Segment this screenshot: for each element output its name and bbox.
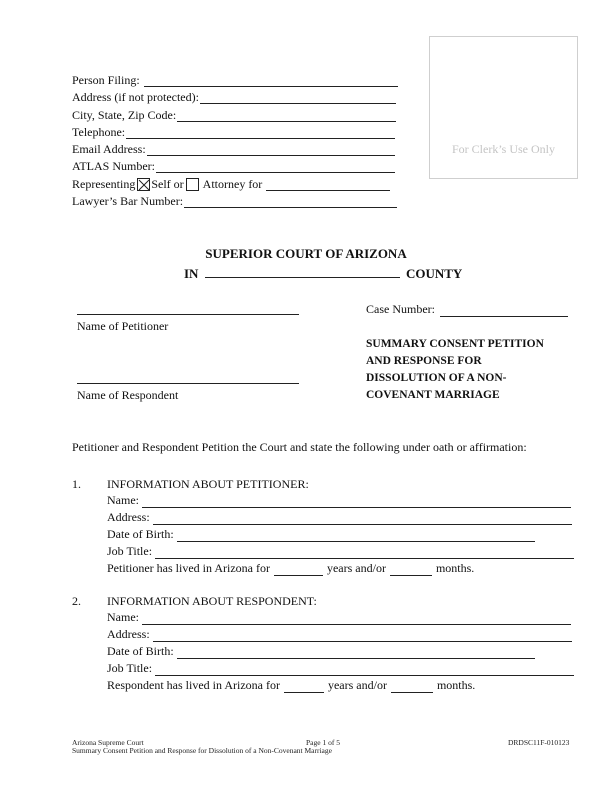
footer-form-code: DRDSC11F-010123 bbox=[508, 738, 570, 747]
address-label: Address (if not protected): bbox=[72, 90, 199, 104]
section-heading: INFORMATION ABOUT PETITIONER: bbox=[107, 477, 309, 491]
petitioner-lived-row bbox=[107, 559, 474, 576]
clerk-use-box bbox=[429, 36, 578, 179]
petitioner-label: Name of Petitioner bbox=[77, 319, 169, 333]
dob-label: Date of Birth: bbox=[107, 644, 174, 658]
representing-label: Representing bbox=[72, 177, 136, 191]
person-filing-label: Person Filing: bbox=[72, 73, 140, 87]
lived-prefix: Petitioner has lived in Arizona for bbox=[107, 561, 270, 575]
petitioner-address-field[interactable] bbox=[153, 512, 572, 525]
case-number-field bbox=[366, 302, 568, 317]
city-state-zip-label: City, State, Zip Code: bbox=[72, 108, 177, 122]
years-label: years and/or bbox=[327, 678, 387, 692]
county-input[interactable] bbox=[205, 265, 400, 278]
name-label: Name: bbox=[107, 493, 139, 507]
city-state-zip-field bbox=[72, 105, 396, 122]
bar-number-input[interactable] bbox=[184, 195, 397, 208]
person-filing-field bbox=[72, 70, 398, 87]
respondent-name-field[interactable] bbox=[142, 612, 571, 625]
address-input[interactable] bbox=[200, 91, 396, 104]
address-field bbox=[72, 87, 396, 104]
footer-page: Page 1 of 5 bbox=[306, 738, 340, 747]
document-title-line: AND RESPONSE FOR bbox=[366, 355, 482, 367]
respondent-lived-row bbox=[107, 676, 475, 693]
document-title-line: COVENANT MARRIAGE bbox=[366, 389, 500, 401]
attorney-for-label: Attorney for bbox=[202, 177, 263, 191]
case-number-label: Case Number: bbox=[366, 302, 435, 316]
respondent-name-row bbox=[107, 608, 571, 625]
footer-org: Arizona Supreme Court bbox=[72, 738, 144, 747]
atlas-label: ATLAS Number: bbox=[72, 159, 155, 173]
petitioner-name-row bbox=[107, 491, 571, 508]
section-number: 2. bbox=[72, 594, 81, 608]
intro-text: Petitioner and Respondent Petition the Court and state the following under oath or affirmation: bbox=[72, 440, 527, 454]
years-label: years and/or bbox=[326, 561, 386, 575]
representing-field bbox=[72, 174, 390, 191]
county-label: COUNTY bbox=[405, 266, 463, 281]
petitioner-dob-row bbox=[107, 525, 535, 542]
respondent-label: Name of Respondent bbox=[77, 388, 179, 402]
lived-prefix: Respondent has lived in Arizona for bbox=[107, 678, 280, 692]
section-number: 1. bbox=[72, 477, 81, 491]
telephone-label: Telephone: bbox=[72, 125, 126, 139]
court-title: SUPERIOR COURT OF ARIZONA bbox=[205, 246, 407, 261]
petitioner-name-field[interactable] bbox=[142, 495, 571, 508]
months-label: months. bbox=[435, 561, 475, 575]
email-label: Email Address: bbox=[72, 142, 146, 156]
county-row bbox=[184, 265, 462, 282]
name-label: Name: bbox=[107, 610, 139, 624]
petitioner-job-row bbox=[107, 542, 574, 559]
attorney-checkbox[interactable] bbox=[186, 178, 199, 191]
self-checkbox[interactable] bbox=[137, 178, 150, 191]
dob-label: Date of Birth: bbox=[107, 527, 174, 541]
city-state-zip-input[interactable] bbox=[177, 109, 396, 122]
petitioner-name-input[interactable] bbox=[77, 314, 299, 315]
self-or-label: Self or bbox=[151, 177, 184, 191]
in-label: IN bbox=[184, 266, 199, 281]
respondent-name-input[interactable] bbox=[77, 383, 299, 384]
respondent-months-field[interactable] bbox=[391, 680, 433, 693]
email-field bbox=[72, 139, 395, 156]
petitioner-address-row bbox=[107, 508, 572, 525]
months-label: months. bbox=[436, 678, 476, 692]
petitioner-years-field[interactable] bbox=[274, 563, 323, 576]
respondent-years-field[interactable] bbox=[284, 680, 324, 693]
respondent-address-row bbox=[107, 625, 572, 642]
telephone-input[interactable] bbox=[126, 126, 395, 139]
document-title bbox=[366, 336, 544, 404]
person-filing-input[interactable] bbox=[144, 74, 398, 87]
atlas-input[interactable] bbox=[156, 160, 395, 173]
petitioner-dob-field[interactable] bbox=[177, 529, 535, 542]
respondent-dob-field[interactable] bbox=[177, 646, 535, 659]
address-label: Address: bbox=[107, 510, 150, 524]
email-input[interactable] bbox=[147, 143, 395, 156]
atlas-field bbox=[72, 156, 395, 173]
document-title-line: DISSOLUTION OF A NON- bbox=[366, 372, 507, 384]
respondent-job-row bbox=[107, 659, 574, 676]
address-label: Address: bbox=[107, 627, 150, 641]
clerk-use-label: For Clerk’s Use Only bbox=[452, 142, 555, 156]
respondent-address-field[interactable] bbox=[153, 629, 572, 642]
respondent-job-field[interactable] bbox=[155, 663, 574, 676]
respondent-dob-row bbox=[107, 642, 535, 659]
footer-form-title: Summary Consent Petition and Response for Dissolution of a Non-Covenant Marriage bbox=[72, 746, 332, 755]
telephone-field bbox=[72, 122, 395, 139]
bar-number-field bbox=[72, 191, 397, 208]
job-label: Job Title: bbox=[107, 661, 153, 675]
petitioner-job-field[interactable] bbox=[155, 546, 574, 559]
petitioner-months-field[interactable] bbox=[390, 563, 432, 576]
case-number-input[interactable] bbox=[440, 304, 568, 317]
bar-number-label: Lawyer’s Bar Number: bbox=[72, 194, 184, 208]
section-heading: INFORMATION ABOUT RESPONDENT: bbox=[107, 594, 317, 608]
document-title-line: SUMMARY CONSENT PETITION bbox=[366, 338, 544, 350]
attorney-for-input[interactable] bbox=[266, 178, 390, 191]
job-label: Job Title: bbox=[107, 544, 153, 558]
